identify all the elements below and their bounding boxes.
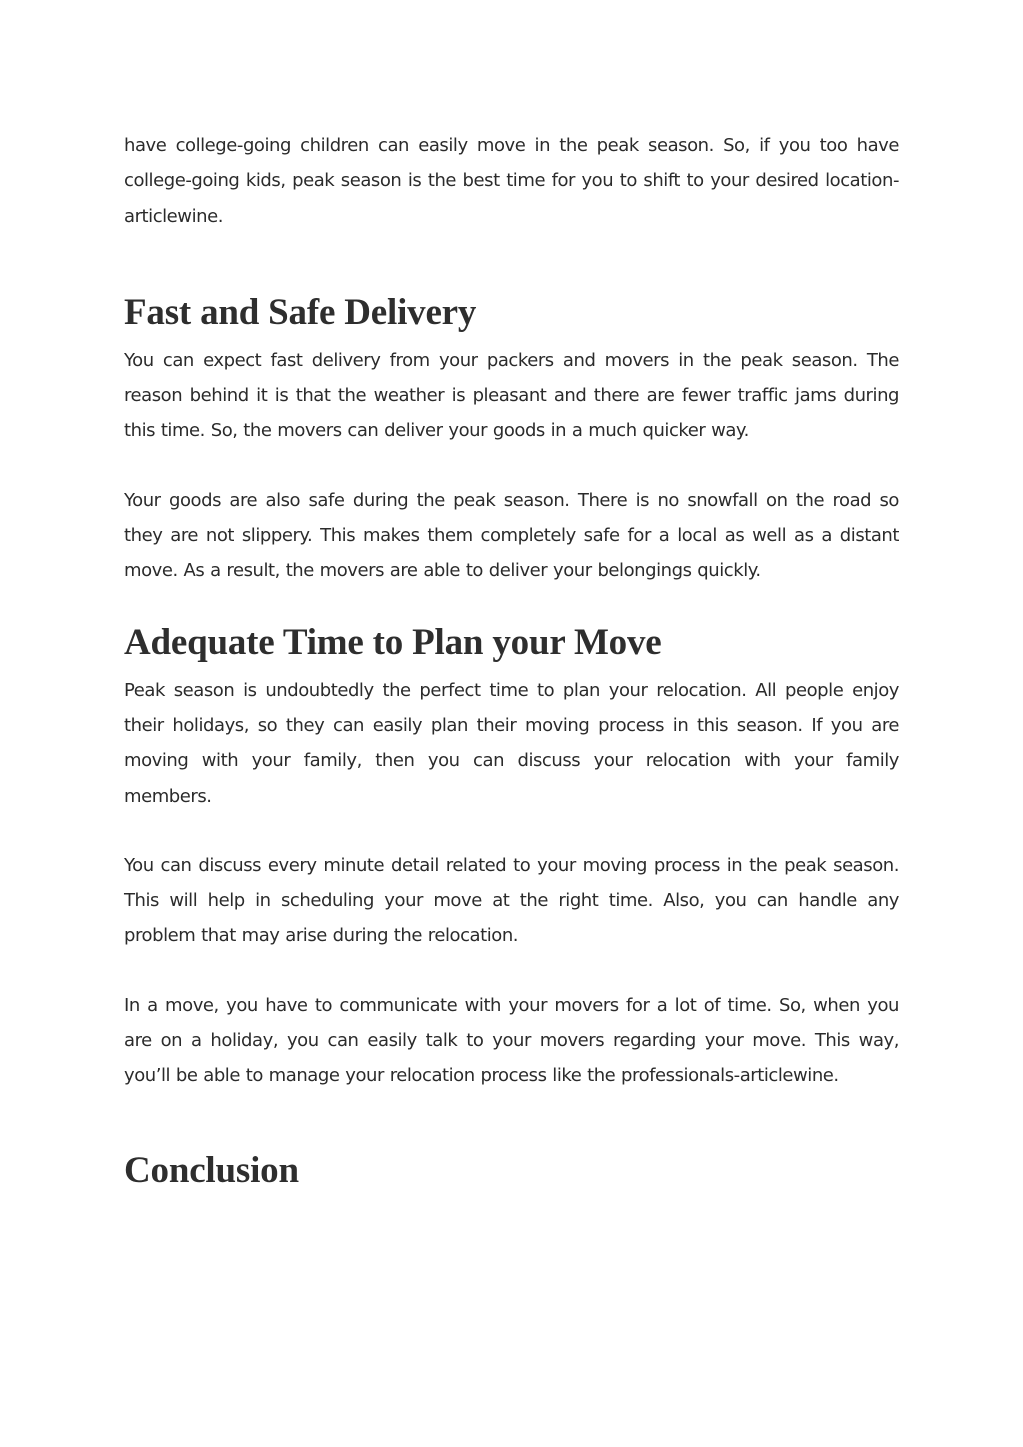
section-paragraph: Your goods are also safe during the peak season. There is no snowfall on the road so they are not slippery. This makes them completely safe for a local as well as a distant move. As a result, the movers are able to deliver your belongings quickly. [124,489,899,582]
section-heading-adequate-time: Adequate Time to Plan your Move [124,621,662,663]
document-page [124,128,899,1193]
section-heading-fast-and-safe-delivery: Fast and Safe Delivery [124,291,477,333]
section-heading-conclusion: Conclusion [124,1149,299,1191]
section-paragraph: In a move, you have to communicate with your movers for a lot of time. So, when you are on a holiday, you can easily talk to your movers regarding your move. This way, you’ll be able to manage your relocation process like the professionals-articlewine. [124,994,899,1087]
section-paragraph: You can discuss every minute detail related to your moving process in the peak season. This will help in scheduling your move at the right time. Also, you can handle any problem that may arise during the relocation. [124,854,899,947]
section-paragraph: You can expect fast delivery from your packers and movers in the peak season. The reason behind it is that the weather is pleasant and there are fewer traffic jams during this time. So, the movers can deliver your goods in a much quicker way. [124,349,899,442]
section-paragraph: Peak season is undoubtedly the perfect time to plan your relocation. All people enjoy their holidays, so they can easily plan their moving process in this season. If you are moving with your family, then you can discuss your relocation with your family members. [124,679,899,807]
intro-paragraph: have college-going children can easily move in the peak season. So, if you too have college-going kids, peak season is the best time for you to shift to your desired location-articlewine. [124,135,899,227]
